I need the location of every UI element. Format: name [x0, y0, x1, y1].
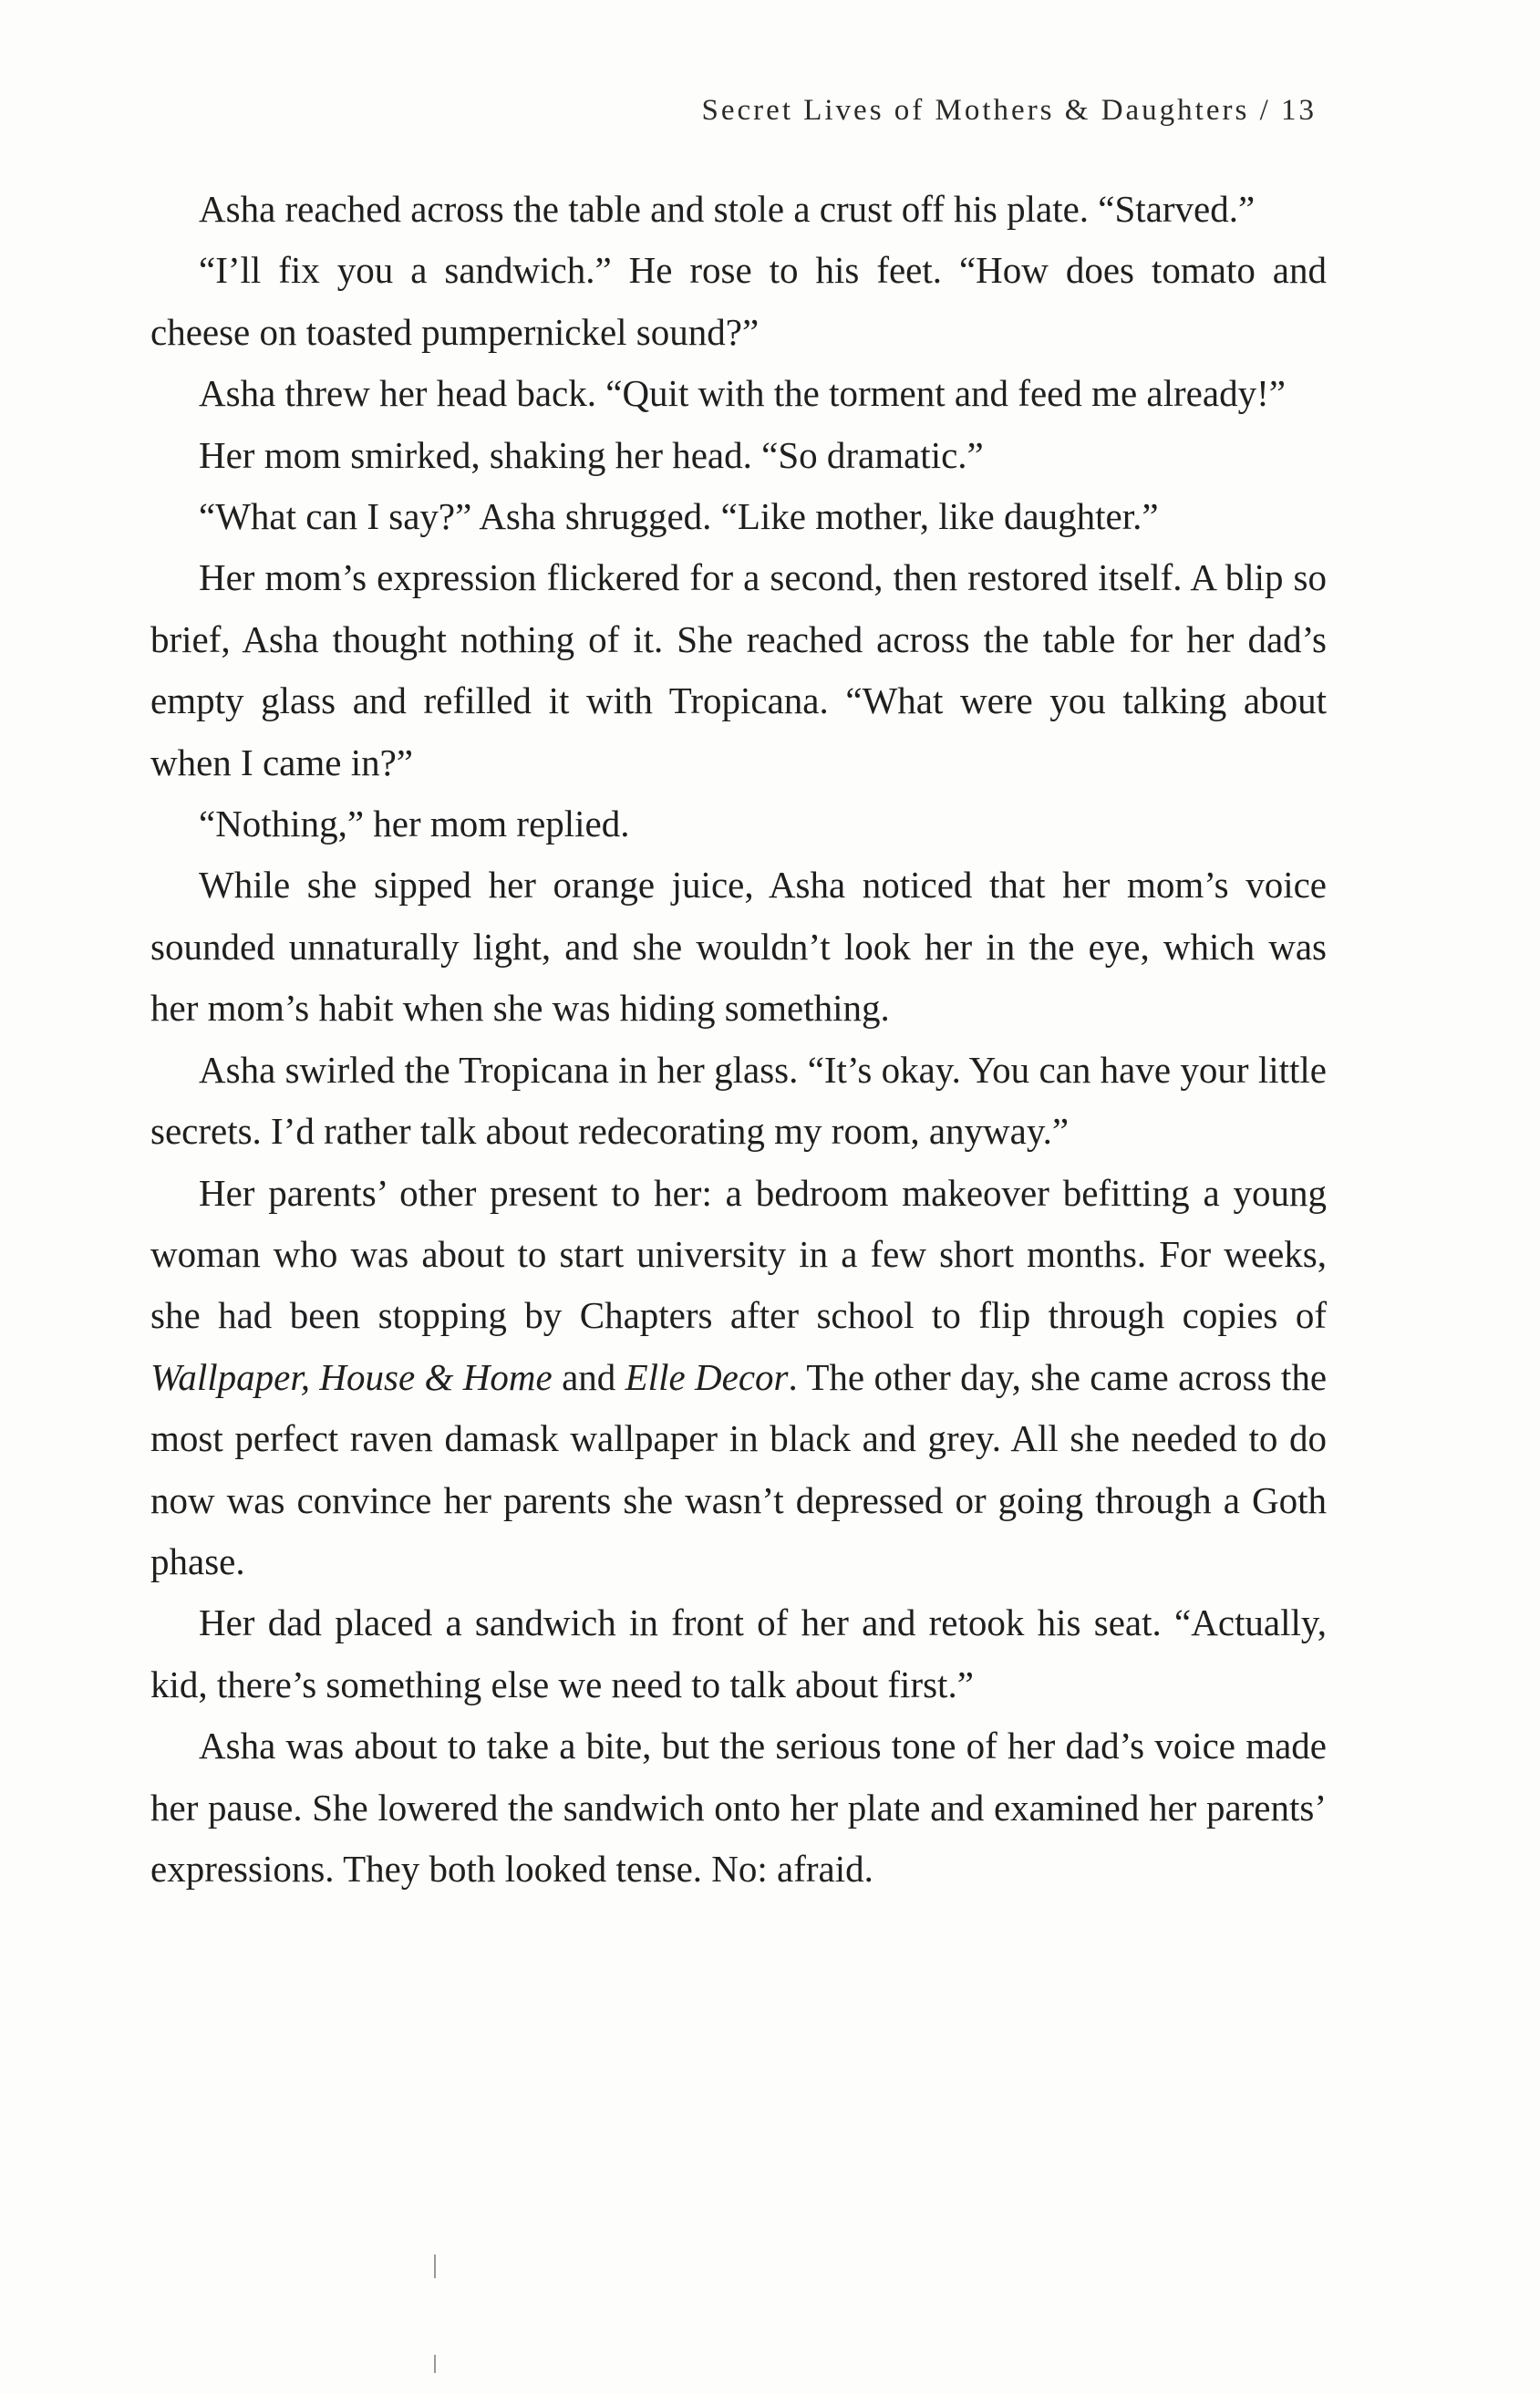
paragraph: “Nothing,” her mom replied. [199, 803, 630, 845]
scan-mark [434, 2355, 436, 2373]
paragraph: Her dad placed a sandwich in front of her and retook his seat. “Actually, kid, there’s something else we need to talk about first.” [150, 1601, 1327, 1705]
paragraph: Her parents’ other present to her: a bedroom makeover befitting a young woman who was about to start university in a few short months. For weeks, she had been stopping by Chapters after school to flip through copies of Wallpaper, House & Home and Elle Decor. The other day, she came across the most perfect raven damask wallpaper in black and grey. All she needed to do now was convince her parents she wasn’t depressed or going through a Goth phase. [150, 1171, 1328, 1582]
magazine-title: Wallpaper, House & Home [150, 1355, 553, 1398]
paragraph: Her mom’s expression flickered for a second, then restored itself. A blip so brief, Asha thought nothing of it. She reached across the table for her dad’s empty glass and refilled it with Tropicana. “What were you talking about when I came in?” [150, 556, 1327, 783]
paragraph: “I’ll fix you a sandwich.” He rose to his feet. “How does tomato and cheese on toasted pumpernickel sound?” [150, 249, 1327, 353]
paragraph: Asha swirled the Tropicana in her glass. “It’s okay. You can have your little secrets. I’d rather talk about redecorating my room, anyway.” [150, 1048, 1327, 1153]
running-head: Secret Lives of Mothers & Daughters / 13 [701, 94, 1317, 127]
paragraph: While she sipped her orange juice, Asha noticed that her mom’s voice sounded unnaturally light, and she wouldn’t look her in the eye, which was her mom’s habit when she was hiding something. [150, 864, 1327, 1030]
paragraph: Asha threw her head back. “Quit with the torment and feed me already!” [199, 372, 1286, 415]
body-text [150, 179, 1327, 1900]
magazine-title: Elle Decor [625, 1355, 789, 1398]
paragraph: Her mom smirked, shaking her head. “So dramatic.” [199, 433, 984, 476]
paragraph: Asha reached across the table and stole a crust off his plate. “Starved.” [199, 188, 1256, 230]
paragraph: Asha was about to take a bite, but the serious tone of her dad’s voice made her pause. She lowered the sandwich onto her plate and examined her parents’ expressions. They both looked tense. No: afraid. [150, 1725, 1327, 1890]
paragraph: “What can I say?” Asha shrugged. “Like mother, like daughter.” [199, 495, 1159, 538]
scan-mark [434, 2254, 436, 2278]
